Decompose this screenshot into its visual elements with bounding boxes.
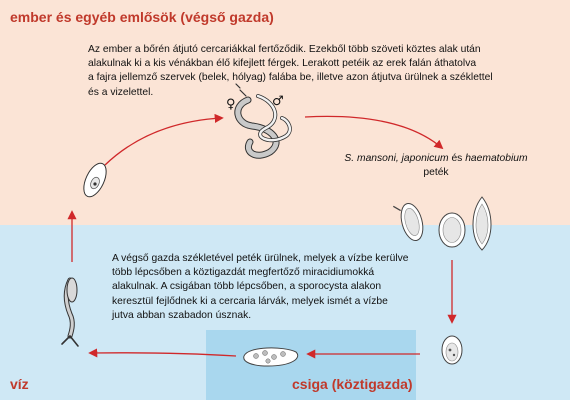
- egg-japonicum: [439, 213, 465, 247]
- species-name-2: haematobium: [465, 153, 528, 164]
- water-line-3: alakulnak. A csigában több lépcsőben, a sporocysta alakon: [112, 281, 382, 293]
- adult-worms-figure: [236, 84, 290, 155]
- eggs-figure: [393, 197, 491, 250]
- female-symbol: ♀: [226, 97, 236, 112]
- host-line-3: a fajra jellemző szervek (belek, hólyag) falába be, illetve azon átjutva ürülnek a széklettel: [88, 72, 493, 84]
- water-title: víz: [10, 376, 29, 392]
- species-name-1: S. mansoni, japonicum: [344, 153, 449, 164]
- water-line-5: jutva abban szabadon úsznak.: [112, 309, 252, 321]
- host-line-4: és a vizelettel.: [88, 86, 154, 98]
- host-title: ember és egyéb emlősök (végső gazda): [10, 9, 274, 25]
- host-line-2: alakulnak ki a kis vénákban élő kifejlett férgek. Lerakott petéik az erek falán áthatolva: [88, 58, 477, 70]
- species-eggs-word: peték: [423, 167, 449, 178]
- species-connector: és: [448, 153, 466, 164]
- egg-mansoni: [393, 200, 426, 244]
- water-line-1: A végső gazda székletével peték ürülnek, melyek a vízbe kerülve: [112, 253, 409, 264]
- host-line-1: Az ember a bőrén átjutó cercariákkal fertőződik. Ezekből több szöveti köztes alak után: [88, 44, 481, 55]
- egg-haematobium: [473, 197, 491, 250]
- sporocyst-figure: [244, 348, 298, 366]
- water-line-2: több lépcsőben a köztigazdát megfertőző miracidiumokká: [112, 267, 375, 279]
- cercaria-figure: [62, 278, 78, 346]
- snail-title: csiga (köztigazda): [292, 376, 413, 392]
- arrow-worms-to-eggs: [305, 116, 442, 148]
- male-symbol: ♂: [272, 94, 284, 109]
- arrow-snail-to-cercaria: [90, 353, 236, 356]
- schistosomulum-figure: [79, 160, 111, 200]
- arrow-larva-to-host: [105, 118, 222, 165]
- miracidium-figure: [442, 336, 462, 364]
- water-line-4: keresztül fejlődnek ki a cercaria lárvák, melyek ismét a vízbe: [112, 295, 388, 307]
